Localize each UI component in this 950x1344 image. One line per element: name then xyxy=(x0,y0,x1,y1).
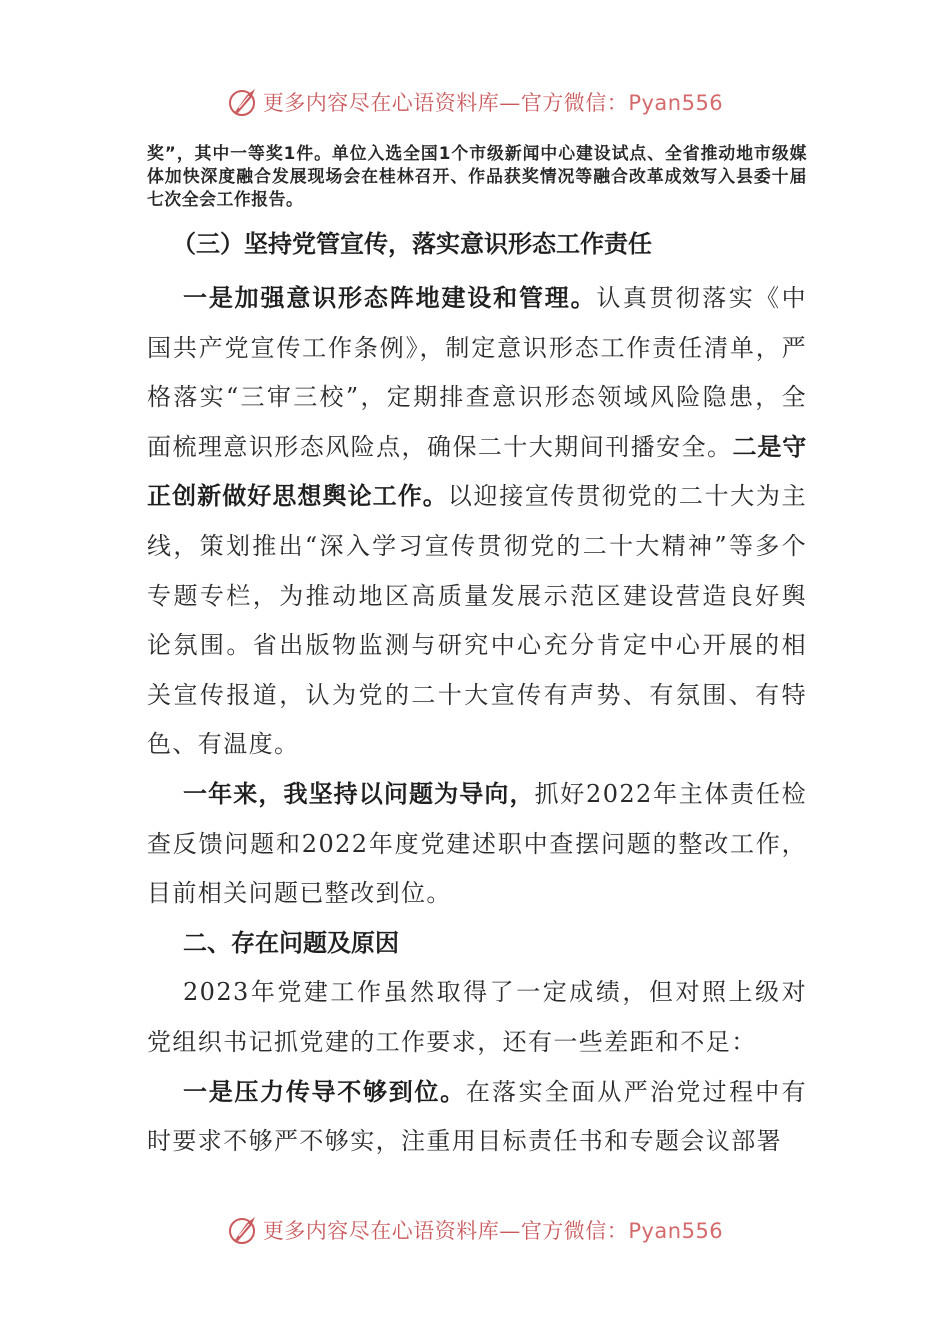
paragraph-ideology xyxy=(147,274,807,770)
paragraph-pressure xyxy=(147,1068,807,1167)
quill-pen-icon xyxy=(227,86,259,118)
paragraph-body-1: 认真贯彻落实《中国共产党宣传工作条例》，制定意识形态工作责任清单，严格落实“三审三校”，定期排查意识形态领域风险隐患，全面梳理意识形态风险点，确保二十大期间刊播安全。 xyxy=(147,284,807,461)
watermark-text xyxy=(263,1215,723,1245)
paragraph-year-summary xyxy=(147,770,807,919)
paragraph-problems-intro: 2023年党建工作虽然取得了一定成绩，但对照上级对党组织书记抓党建的工作要求，还有一些差距和不足： xyxy=(147,978,807,1056)
watermark-wechat-label: 官方微信： xyxy=(520,91,629,115)
watermark-text xyxy=(263,87,723,117)
lead-phrase-year: 一年来，我坚持以问题为导向， xyxy=(183,779,535,808)
paragraph-body-year: 抓好2022年主体责任检查反馈问题和2022年度党建述职中查摆问题的整改工作，目前相关问题已整改到位。 xyxy=(147,779,807,908)
watermark-site-text: 更多内容尽在心语资料库— xyxy=(262,91,521,115)
quill-pen-icon xyxy=(227,1214,259,1246)
lead-phrase-1: 一是加强意识形态阵地建设和管理。 xyxy=(183,284,597,312)
watermark-wechat-id: Pyan556 xyxy=(628,1219,724,1243)
intro-paragraph: 奖”，其中一等奖1件。单位入选全国1个市级新闻中心建设试点、全省推动地市级媒体加快深度融合发展现场会在桂林召开、作品获奖情况等融合改革成效写入县委十届七次全会工作报告。 xyxy=(147,143,807,209)
lead-phrase-2: 二是守正创新做好思想舆论工作。 xyxy=(147,432,807,511)
lead-phrase-pressure: 一是压力传导不够到位。 xyxy=(183,1077,466,1106)
document-body xyxy=(147,142,807,1167)
section-heading: （三）坚持党管宣传，落实意识形态工作责任 xyxy=(172,230,652,258)
watermark-wechat-label: 官方微信： xyxy=(520,1219,629,1243)
watermark-site-text: 更多内容尽在心语资料库— xyxy=(262,1219,521,1243)
paragraph-body-2: 以迎接宣传贯彻党的二十大为主线，策划推出“深入学习宣传贯彻党的二十大精神”等多个专题专栏，为推动地区高质量发展示范区建设营造良好舆论氛围。省出版物监测与研究中心充分肯定中心开展的相关宣传报道，认为党的二十大宣传有声势、有氛围、有特色、有温度。 xyxy=(147,482,807,759)
header-watermark xyxy=(0,82,950,122)
heading-problems: 二、存在问题及原因 xyxy=(183,928,399,957)
watermark-wechat-id: Pyan556 xyxy=(628,91,724,115)
footer-watermark xyxy=(0,1210,950,1250)
paragraph-body-pressure: 在落实全面从严治党过程中有时要求不够严不够实，注重用目标责任书和专题会议部署 xyxy=(147,1077,807,1156)
